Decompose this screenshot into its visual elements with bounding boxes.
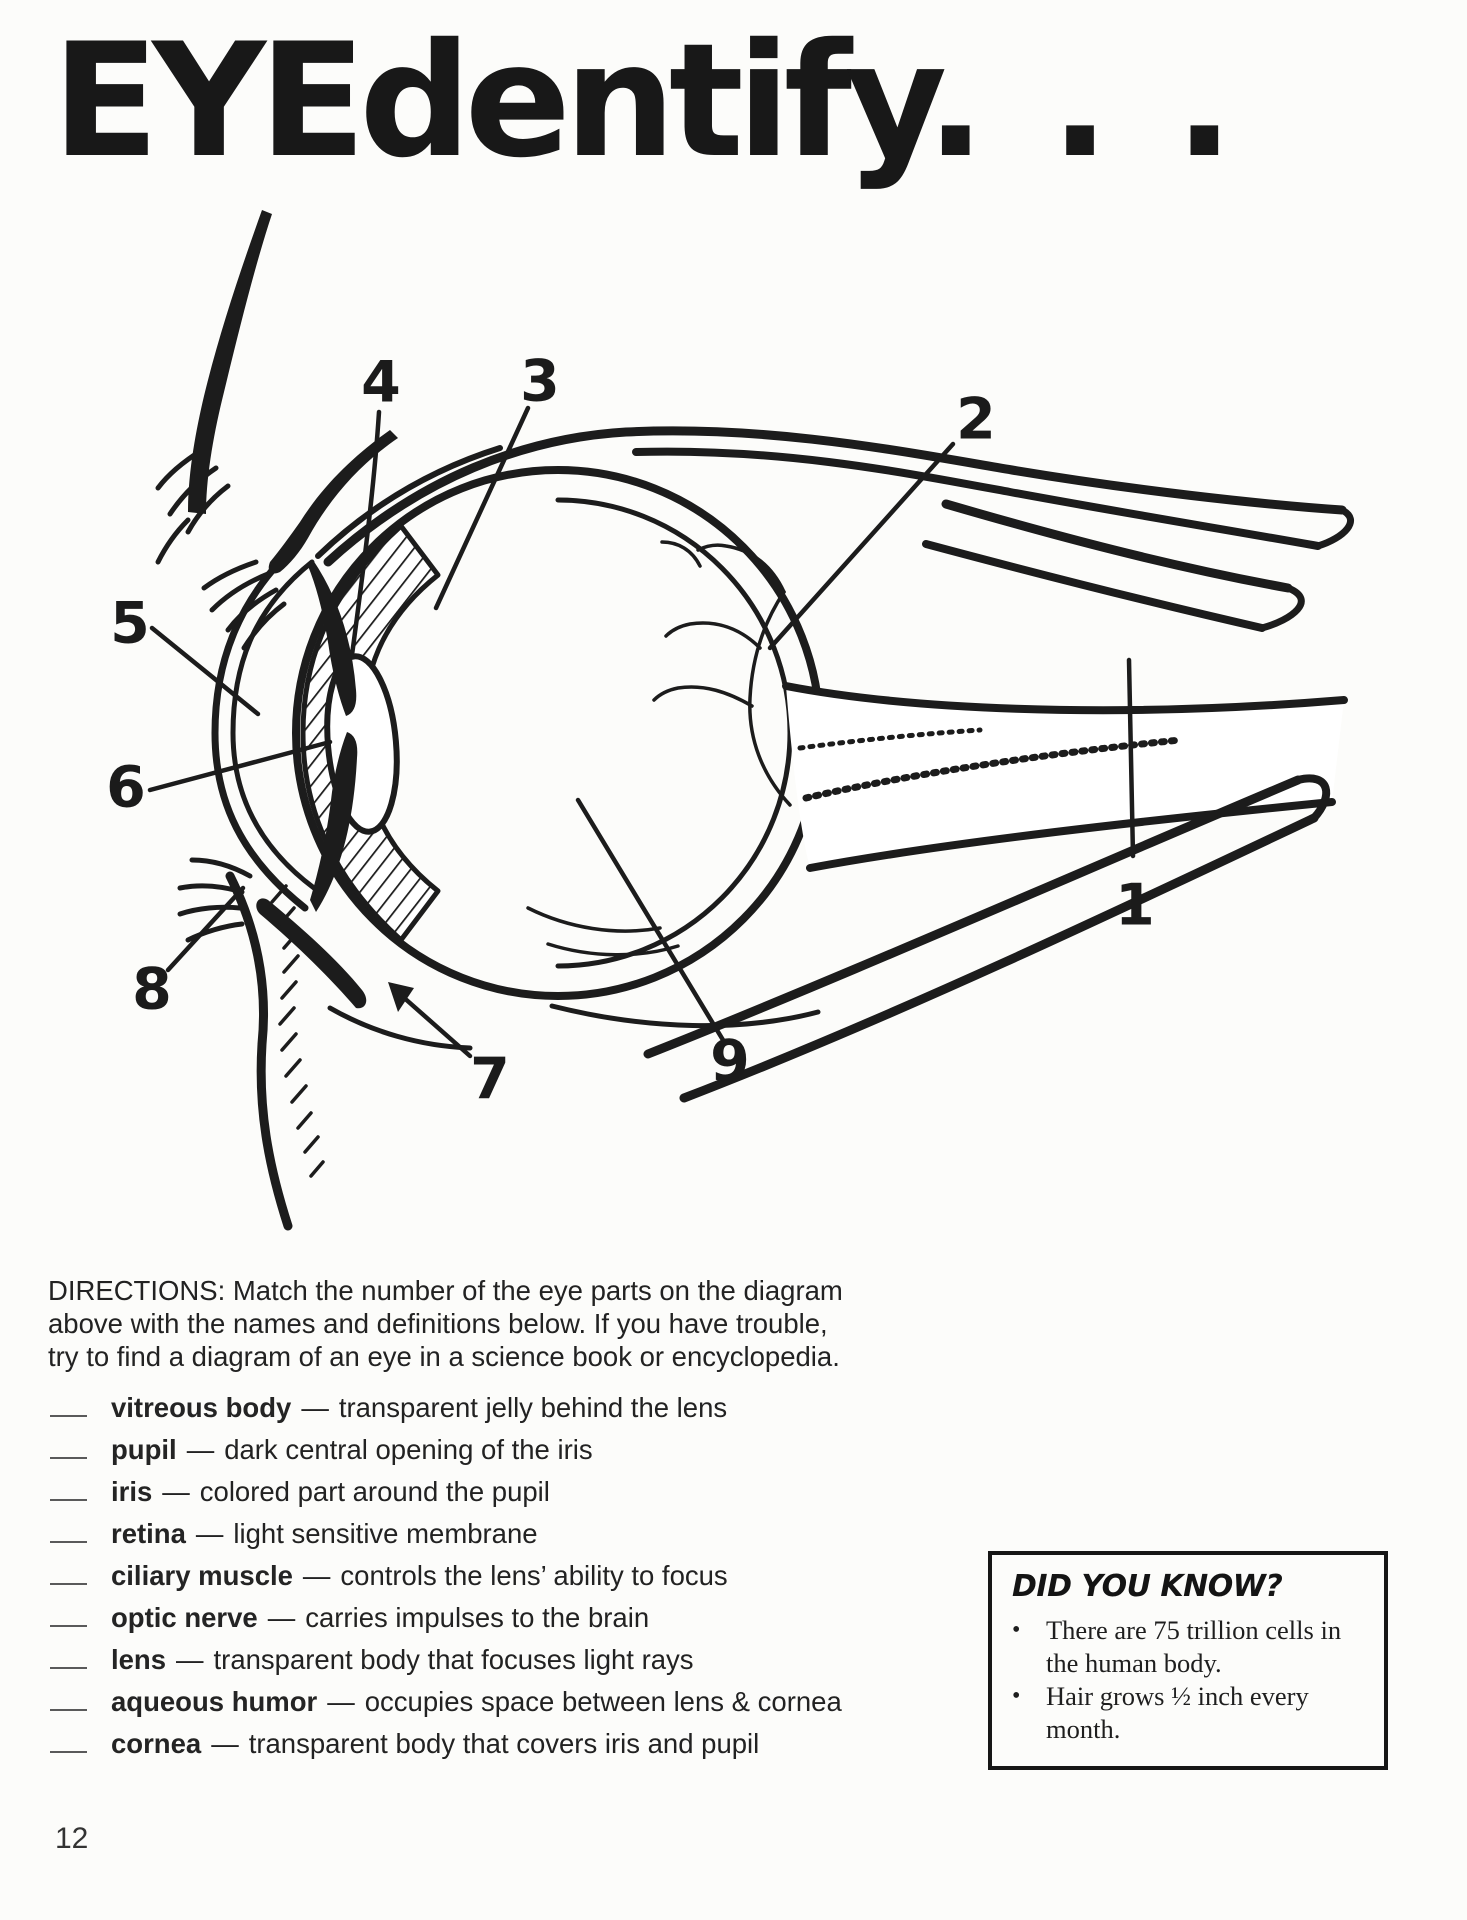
diagram-label-6: 6 [106, 754, 146, 821]
answer-blank [50, 1689, 87, 1711]
list-item [50, 1476, 970, 1518]
answer-blank [50, 1437, 87, 1459]
term-label: aqueous humor [111, 1686, 318, 1717]
conjunctiva-fold [330, 1008, 470, 1048]
definition-text: occupies space between lens & cornea [364, 1686, 842, 1717]
term-label: cornea [111, 1728, 202, 1759]
dash-separator: — [267, 1602, 296, 1633]
list-item [50, 1560, 970, 1602]
term-label: ciliary muscle [111, 1560, 293, 1591]
dash-separator: — [302, 1560, 331, 1591]
lower-fornix-curve [552, 1006, 818, 1026]
diagram-label-3: 3 [520, 348, 560, 415]
bullet-icon: • [1012, 1617, 1021, 1643]
diagram-label-7: 7 [470, 1046, 510, 1113]
term-label: retina [111, 1518, 186, 1549]
superior-muscle [328, 431, 1351, 628]
directions-line: DIRECTIONS: Match the number of the eye parts on the diagram [48, 1275, 843, 1306]
page-title: EYEdentify. . . [52, 10, 1228, 193]
dash-separator: — [211, 1728, 239, 1759]
dash-separator: — [327, 1686, 355, 1717]
diagram-label-5: 5 [110, 590, 150, 657]
diagram-label-4: 4 [361, 349, 401, 416]
term-label: iris [111, 1476, 153, 1507]
list-item [50, 1602, 970, 1644]
dash-separator: — [195, 1518, 224, 1549]
retina-line [558, 500, 790, 966]
answer-blank [50, 1731, 87, 1753]
list-item [50, 1518, 970, 1560]
leader-9 [578, 800, 723, 1040]
definition-text: dark central opening of the iris [224, 1434, 593, 1465]
did-you-know-title: DID YOU KNOW? [1012, 1569, 1283, 1604]
answer-blank [50, 1395, 87, 1417]
fact-text: Hair grows ½ inch every month. [1046, 1681, 1309, 1744]
definition-text: colored part around the pupil [199, 1476, 550, 1507]
lower-eyelid [256, 898, 366, 1008]
diagram-label-1: 1 [1115, 872, 1155, 939]
definition-text: transparent jelly behind the lens [338, 1392, 728, 1423]
bullet-icon: • [1012, 1683, 1021, 1709]
list-item [50, 1392, 970, 1434]
definition-text: carries impulses to the brain [305, 1602, 650, 1633]
dash-separator: — [162, 1476, 190, 1507]
directions-line: above with the names and definitions below. If you have trouble, [48, 1308, 828, 1339]
list-item [50, 1728, 970, 1770]
fact-item [1012, 1680, 1364, 1746]
answer-blank [50, 1647, 87, 1669]
diagram-label-8: 8 [132, 956, 172, 1023]
fact-item [1012, 1614, 1364, 1680]
answer-blank [50, 1563, 87, 1585]
term-label: pupil [111, 1434, 177, 1465]
dash-separator: — [176, 1644, 204, 1675]
matching-list [50, 1392, 970, 1770]
answer-blank [50, 1605, 87, 1627]
definition-text: transparent body that focuses light rays [213, 1644, 694, 1675]
list-item [50, 1644, 970, 1686]
list-item [50, 1434, 970, 1476]
leader-3 [436, 408, 528, 608]
eyebrow [188, 210, 272, 514]
diagram-label-2: 2 [956, 386, 996, 453]
definition-text: transparent body that covers iris and pupil [248, 1728, 760, 1759]
definition-text: controls the lens’ ability to focus [340, 1560, 728, 1591]
fact-text: There are 75 trillion cells in the human body. [1046, 1615, 1342, 1678]
term-label: optic nerve [111, 1602, 258, 1633]
did-you-know-box [988, 1551, 1388, 1770]
page-number: 12 [55, 1822, 89, 1855]
list-item [50, 1686, 970, 1728]
dash-separator: — [186, 1434, 215, 1465]
directions-line: try to find a diagram of an eye in a science book or encyclopedia. [48, 1341, 840, 1372]
dash-separator: — [301, 1392, 329, 1423]
directions-paragraph [48, 1274, 948, 1373]
definition-text: light sensitive membrane [233, 1518, 538, 1549]
leader-7-arrowhead [388, 982, 414, 1012]
term-label: lens [111, 1644, 167, 1675]
answer-blank [50, 1521, 87, 1543]
answer-blank [50, 1479, 87, 1501]
leader-8 [168, 888, 243, 970]
term-label: vitreous body [111, 1392, 292, 1423]
diagram-label-9: 9 [710, 1028, 750, 1095]
